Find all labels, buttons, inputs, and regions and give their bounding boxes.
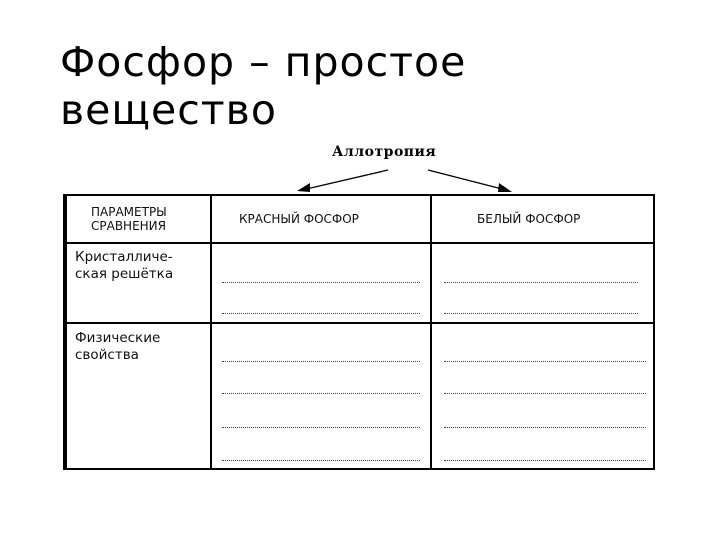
arrow-right	[428, 170, 512, 192]
slide-title-line-1: Фосфор – простое	[60, 38, 467, 86]
table-divider-h1	[67, 242, 653, 244]
fill-line-red-physical-4[interactable]	[222, 460, 420, 461]
header-params	[91, 205, 167, 233]
table-divider-v2	[430, 196, 432, 468]
slide-title-line-2: вещество	[60, 86, 277, 134]
row-label-physical-line-1: Физические	[75, 330, 161, 346]
fill-line-red-lattice-2[interactable]	[222, 313, 420, 314]
fill-line-white-physical-2[interactable]	[444, 393, 646, 394]
row-label-lattice-line-2: ская решётка	[75, 266, 174, 282]
fill-line-red-physical-3[interactable]	[222, 427, 420, 428]
header-params-line-1: ПАРАМЕТРЫ	[91, 205, 167, 219]
arrow-left	[297, 170, 388, 192]
header-red-phosphorus: КРАСНЫЙ ФОСФОР	[239, 212, 359, 226]
fill-line-red-lattice-1[interactable]	[222, 282, 420, 283]
fill-line-red-physical-1[interactable]	[222, 361, 420, 362]
fill-line-red-physical-2[interactable]	[222, 393, 420, 394]
row-label-lattice-line-1: Кристалличе-	[75, 249, 173, 265]
fill-line-white-physical-1[interactable]	[444, 361, 646, 362]
fill-line-white-lattice-1[interactable]	[444, 282, 638, 283]
row-label-physical	[75, 330, 160, 364]
row-label-lattice	[75, 249, 173, 283]
row-label-physical-line-2: свойства	[75, 347, 139, 363]
header-white-phosphorus: БЕЛЫЙ ФОСФОР	[477, 212, 581, 226]
fill-line-white-physical-3[interactable]	[444, 427, 646, 428]
fill-line-white-physical-4[interactable]	[444, 460, 646, 461]
fill-line-white-lattice-2[interactable]	[444, 313, 638, 314]
header-params-line-2: СРАВНЕНИЯ	[91, 219, 166, 233]
table-divider-v1	[210, 196, 212, 468]
table-divider-h2	[67, 322, 653, 324]
comparison-table	[63, 194, 655, 470]
allotropy-label: Аллотропия	[332, 144, 437, 160]
